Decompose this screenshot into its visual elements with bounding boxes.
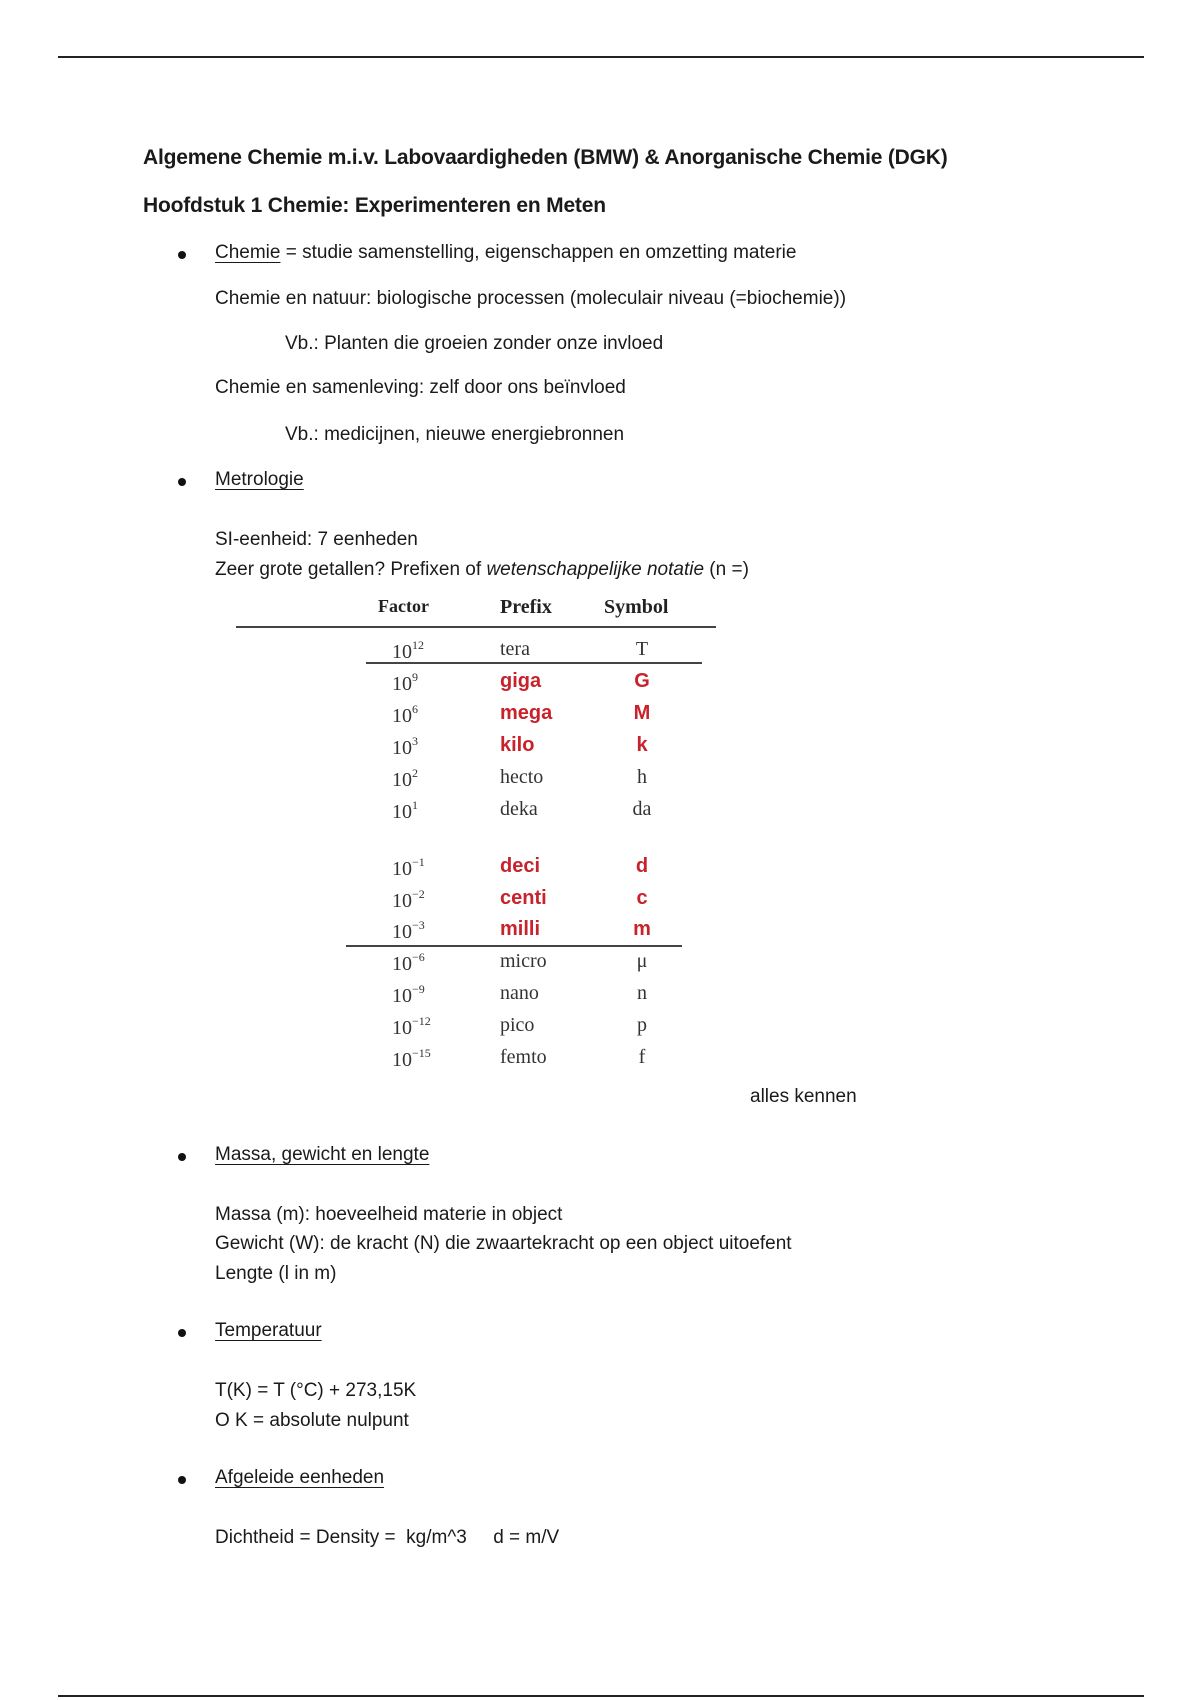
symbol-cell: m: [633, 918, 651, 940]
prefix-cell: centi: [500, 887, 547, 909]
prefix-header: Prefix: [500, 596, 552, 618]
symbol-cell: M: [633, 702, 651, 724]
factor-cell: $10^3$: [392, 734, 418, 759]
alles-kennen-note: alles kennen: [750, 1086, 857, 1107]
milli-rule: [346, 945, 682, 947]
symbol-cell: T: [635, 638, 649, 660]
metrologie-heading: Metrologie: [215, 469, 304, 490]
chapter-title: Hoofdstuk 1 Chemie: Experimenteren en Meten: [143, 194, 606, 217]
symbol-cell: da: [632, 798, 652, 820]
prefix-question: [215, 559, 749, 581]
chemie-society-example: Vb.: medicijnen, nieuwe energiebronnen: [285, 424, 625, 445]
prefix-cell: pico: [500, 1014, 535, 1036]
symbol-cell: μ: [636, 950, 648, 972]
bottom-rule: [58, 1695, 1144, 1697]
prefix-cell: femto: [500, 1046, 547, 1068]
bullet-icon: [178, 251, 186, 259]
symbol-cell: n: [637, 982, 647, 1004]
factor-cell: $10^9$: [392, 670, 418, 695]
gewicht-definition: Gewicht (W): de kracht (N) die zwaartekracht op een object uitoefent: [215, 1233, 792, 1254]
bullet-icon: [178, 1329, 186, 1337]
bullet-icon: [178, 1153, 186, 1161]
factor-cell: $10^{-15}$: [392, 1046, 431, 1071]
prefix-cell: tera: [500, 638, 530, 660]
factor-cell: $10^{12}$: [392, 638, 424, 663]
factor-cell: $10^{-1}$: [392, 855, 425, 880]
factor-header: Factor: [378, 596, 429, 616]
factor-cell: $10^6$: [392, 702, 418, 727]
prefix-question-italic: wetenschappelijke notatie: [486, 559, 705, 580]
prefix-cell: mega: [500, 702, 553, 724]
si-units: SI-eenheid: 7 eenheden: [215, 529, 418, 550]
lengte-definition: Lengte (l in m): [215, 1263, 337, 1284]
prefix-table: [236, 596, 716, 1076]
symbol-cell: c: [636, 887, 648, 909]
prefix-question-end: (n =): [704, 559, 749, 580]
header-rule: [236, 626, 716, 628]
factor-cell: $10^{-3}$: [392, 918, 425, 943]
chemie-society: Chemie en samenleving: zelf door ons beïnvloed: [215, 377, 626, 398]
prefix-question-text: Zeer grote getallen? Prefixen of: [215, 559, 487, 580]
symbol-cell: d: [635, 855, 649, 877]
top-rule: [58, 56, 1144, 58]
symbol-cell: p: [637, 1014, 647, 1036]
bullet-icon: [178, 478, 186, 486]
massa-definition: Massa (m): hoeveelheid materie in object: [215, 1204, 563, 1225]
factor-cell: $10^{-12}$: [392, 1014, 431, 1039]
chemie-nature-example: Vb.: Planten die groeien zonder onze invloed: [285, 333, 664, 354]
prefix-cell: micro: [500, 950, 547, 972]
document-title: Algemene Chemie m.i.v. Labovaardigheden (BMW) & Anorganische Chemie (DGK): [143, 146, 948, 169]
factor-cell: $10^{-9}$: [392, 982, 425, 1007]
symbol-cell: G: [634, 670, 650, 692]
factor-cell: $10^{-6}$: [392, 950, 425, 975]
symbol-header: Symbol: [604, 596, 669, 618]
factor-cell: $10^2$: [392, 766, 418, 791]
prefix-cell: giga: [500, 670, 542, 692]
chemie-heading: Chemie: [215, 242, 281, 263]
factor-cell: $10^{-2}$: [392, 887, 425, 912]
chemie-definition: = studie samenstelling, eigenschappen en omzetting materie: [280, 242, 797, 263]
afgeleide-heading: Afgeleide eenheden: [215, 1467, 385, 1488]
prefix-cell: deci: [500, 855, 541, 877]
temperature-formula: T(K) = T (°C) + 273,15K: [215, 1380, 417, 1401]
temperatuur-heading: Temperatuur: [215, 1320, 322, 1341]
prefix-cell: hecto: [500, 766, 544, 788]
symbol-cell: k: [636, 734, 648, 756]
massa-heading: Massa, gewicht en lengte: [215, 1144, 430, 1165]
prefix-cell: nano: [500, 982, 539, 1004]
chemie-line: [215, 242, 796, 264]
prefix-cell: kilo: [500, 734, 535, 756]
bullet-icon: [178, 1476, 186, 1484]
factor-cell: $10^1$: [392, 798, 418, 823]
prefix-cell: milli: [500, 918, 541, 940]
chemie-nature: Chemie en natuur: biologische processen (moleculair niveau (=biochemie)): [215, 288, 847, 309]
density-formula: Dichtheid = Density = kg/m^3 d = m/V: [215, 1527, 560, 1548]
prefix-cell: deka: [500, 798, 538, 820]
symbol-cell: h: [637, 766, 647, 788]
absolute-zero: O K = absolute nulpunt: [215, 1410, 409, 1431]
symbol-cell: f: [638, 1046, 646, 1068]
